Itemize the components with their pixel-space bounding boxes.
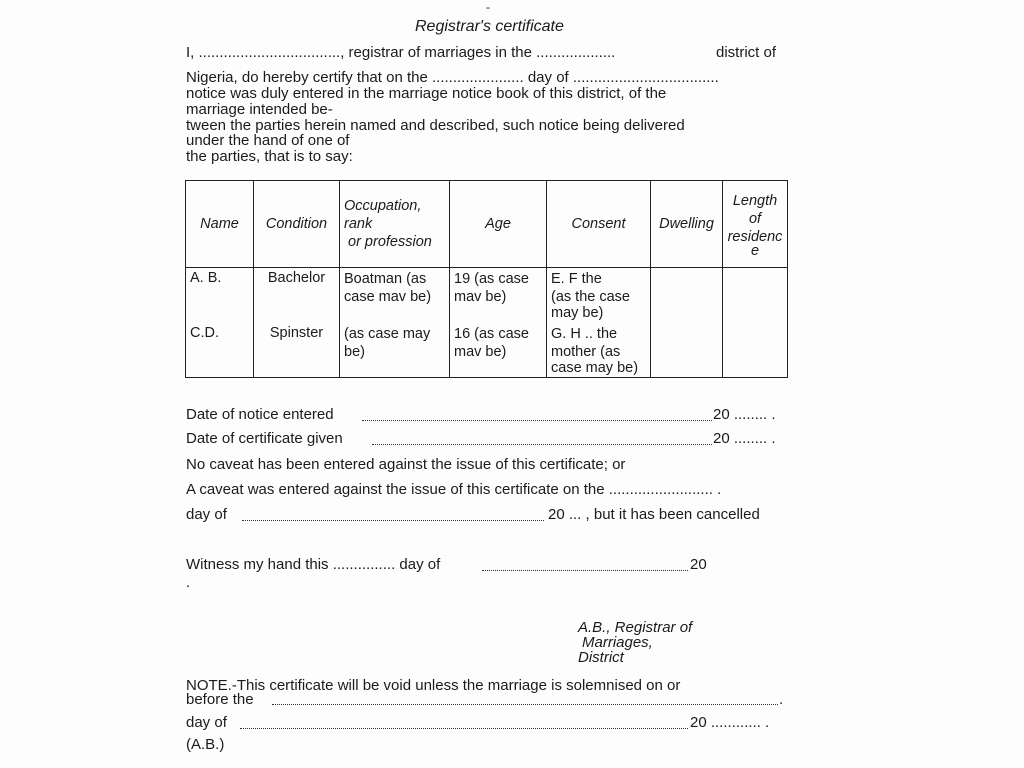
note-before-line <box>272 704 778 705</box>
certificate-given-label: Date of certificate given <box>186 430 343 447</box>
header-age: Age <box>450 181 547 268</box>
row-consent: G. H .. the mother (as case may be) <box>547 323 651 378</box>
stray-mark: . <box>186 574 191 591</box>
note-day-label: day of <box>186 714 227 731</box>
no-caveat-text: No caveat has been entered against the issue of this certificate; or <box>186 456 626 473</box>
header-dwelling: Dwelling <box>651 181 723 268</box>
row-length <box>723 323 788 378</box>
row-age: 19 (as case mav be) <box>450 268 547 323</box>
header-occupation: Occupation, rank or profession <box>340 181 450 268</box>
row-dwelling <box>651 268 723 323</box>
header-consent: Consent <box>547 181 651 268</box>
table-row <box>186 268 788 323</box>
row-length <box>723 268 788 323</box>
note-line-2-tail: . <box>779 691 784 708</box>
note-line-2: before the <box>186 691 254 708</box>
row-occupation: (as case may be) <box>340 323 450 378</box>
note-day-year: 20 ............ . <box>690 714 770 731</box>
registrar-signature-block: A.B., Registrar of Marriages, District <box>578 619 693 666</box>
row-consent: E. F the (as the case may be) <box>547 268 651 323</box>
row-age: 16 (as case mav be) <box>450 323 547 378</box>
intro-line-3: notice was duly entered in the marriage notice book of this district, of the <box>186 85 667 102</box>
intro-line-4: marriage intended be- <box>186 101 333 118</box>
row-condition: Spinster <box>254 323 340 378</box>
notice-entered-year: 20 ........ . <box>713 406 776 423</box>
witness-text: Witness my hand this ............... day of <box>186 556 441 573</box>
note-day-line <box>240 728 688 729</box>
intro-line-1: I, .................................., registrar of marriages in the ................... <box>186 44 616 61</box>
notice-entered-label: Date of notice entered <box>186 406 334 423</box>
district-of-text: district of <box>716 44 777 61</box>
certificate-given-line <box>372 444 712 445</box>
top-mark: - <box>486 0 490 14</box>
table-header-row <box>186 181 788 268</box>
parties-table <box>185 180 788 378</box>
caveat-day-line <box>242 520 544 521</box>
intro-line-6: under the hand of one of <box>186 132 350 149</box>
header-length-of-residence: Length of residenc e <box>723 181 788 268</box>
header-condition: Condition <box>254 181 340 268</box>
notice-entered-line <box>362 420 712 421</box>
row-occupation: Boatman (as case mav be) <box>340 268 450 323</box>
intro-line-5: tween the parties herein named and described, such notice being delivered <box>186 117 685 134</box>
row-dwelling <box>651 323 723 378</box>
note-line-1: NOTE.-This certificate will be void unless the marriage is solemnised on or <box>186 677 681 694</box>
caveat-day-label: day of <box>186 506 227 523</box>
header-name: Name <box>186 181 254 268</box>
witness-year: 20 <box>690 556 707 573</box>
caveat-cancelled-text: 20 ... , but it has been cancelled <box>548 506 760 523</box>
note-initials: (A.B.) <box>186 736 225 753</box>
row-name: C.D. <box>186 323 254 378</box>
caveat-text: A caveat was entered against the issue of this certificate on the ......................... . <box>186 481 722 498</box>
intro-line-2: Nigeria, do hereby certify that on the ...................... day of ................................... <box>186 69 719 86</box>
row-name: A. B. <box>186 268 254 323</box>
table-row <box>186 323 788 378</box>
row-condition: Bachelor <box>254 268 340 323</box>
witness-line <box>482 570 688 571</box>
document-title: Registrar's certificate <box>415 18 564 35</box>
intro-line-7: the parties, that is to say: <box>186 148 353 165</box>
certificate-given-year: 20 ........ . <box>713 430 776 447</box>
